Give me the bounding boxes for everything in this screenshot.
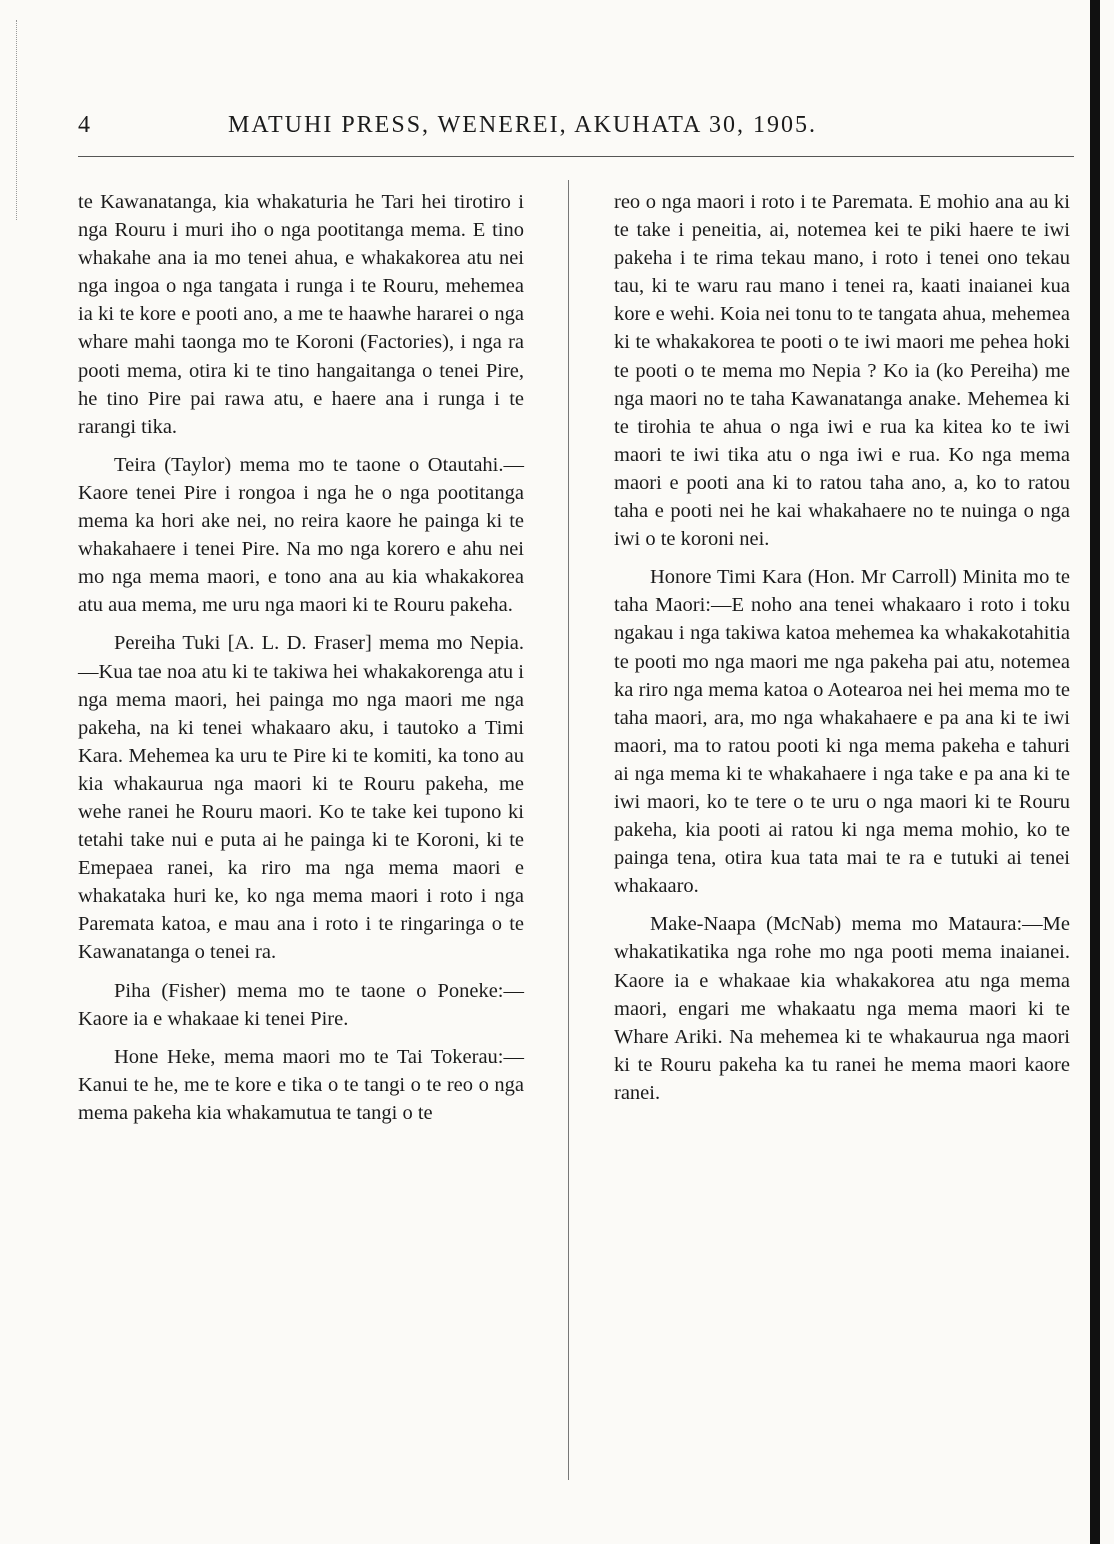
header-rule bbox=[78, 156, 1074, 157]
scan-edge-mark bbox=[16, 20, 19, 220]
paragraph: Pereiha Tuki [A. L. D. Fraser] mema mo Nepia.—Kua tae noa atu ki te takiwa hei whakakorenga atu i nga mema maori, hei painga mo nga maori me nga pakeha, na ki tenei whakaaro aku, i tautoko a Timi Kara. Mehemea ka uru te Pire ki te komiti, ka tono au kia whakaurua nga maori ki te Rouru pakeha, me wehe ranei he Rouru maori. Ko te take kei tupono ki tetahi take nui e puta ai he painga ki te Koroni, ki te Emepaea ranei, ka riro ma nga mema maori e whakataka huri ke, ko nga mema maori i roto i nga Paremata katoa, e mau ana i roto i te ringaringa o te Kawanatanga o tenei ra. bbox=[78, 632, 524, 964]
right-column bbox=[614, 188, 1070, 1117]
page-header bbox=[78, 112, 1028, 148]
paragraph: Piha (Fisher) mema mo te taone o Poneke:—Kaore ia e whakaae ki tenei Pire. bbox=[78, 979, 524, 1030]
scan-right-edge bbox=[1090, 0, 1100, 1544]
paragraph: Teira (Taylor) mema mo te taone o Otautahi.—Kaore tenei Pire i rongoa i nga he o nga pootitanga mema ka hori ake nei, no reira kaore he painga ki te whakahaere i tenei Pire. Na mo nga korero e ahu nei mo nga mema maori, e tono ana au kia whakakorea atu aua mema, me uru nga maori ki te Rouru pakeha. bbox=[78, 453, 524, 617]
column-divider bbox=[568, 180, 569, 1480]
paragraph: Hone Heke, mema maori mo te Tai Tokerau:—Kanui te he, me te kore e tika o te tangi o te reo o nga mema pakeha kia whakamutua te tangi o te bbox=[78, 1045, 524, 1124]
left-column bbox=[78, 188, 524, 1137]
paragraph: reo o nga maori i roto i te Paremata. E mohio ana au ki te take i peneitia, ai, notemea kei te piki haere te iwi pakeha i te rima tekau mano, i roto i tenei ono tekau tau, ki te waru rau mano i tenei ra, kaati inaianei kua kore e wehi. Koia nei tonu to te tangata ahua, mehemea ki te whakakorea te pooti o te iwi maori me pehea hoki te pooti o te mema mo Nepia ? Ko ia (ko Pereiha) me nga maori no te taha Kawanatanga anake. Mehemea ki te tirohia te ahua o nga iwi e rua ka kitea ko te iwi maori te iwi tika atu o nga iwi e rua. Ko nga mema maori e pooti ana ki to ratou taha ano, a, ko to ratou taha e pooti nei he kai whakahaere no te nuinga o nga iwi o te koroni nei. bbox=[614, 191, 1070, 551]
paragraph: te Kawanatanga, kia whakaturia he Tari hei tirotiro i nga Rouru i muri iho o nga pootitanga mema. E tino whakahe ana ia mo tenei ahua, e whakakorea atu nei nga ingoa o nga tangata i runga i te Rouru, mehemea ia ki te kore e pooti ano, a me te haawhe hararei o nga whare mahi taonga mo te Koroni (Factories), i nga ra pooti mema, otira ki te tino hangaitanga o tenei Pire, he tino Pire pai rawa atu, e haere ana i runga i te rarangi tika. bbox=[78, 191, 524, 438]
paragraph: Honore Timi Kara (Hon. Mr Carroll) Minita mo te taha Maori:—E noho ana tenei whakaaro i roto i toku ngakau i nga takiwa katoa mehemea ka whakakotahitia te pooti mo nga maori me nga pakeha pai atu, notemea ka riro nga mema katoa o Aotearoa nei hei mema mo te taha maori, ara, mo nga whakahaere e pa ana ki te iwi maori, ma to ratou pooti ki nga mema pakeha e tahuri ai nga mema ki te whakahaere i nga take e pa ana ki te iwi maori, ko te tere o te uru o nga maori ki te Rouru pakeha, kia pooti ai ratou ki nga mema mohio, ko te painga tena, otira kua tata mai te ra e tutuki ai tenei whakaaro. bbox=[614, 566, 1070, 898]
page-number: 4 bbox=[78, 112, 90, 138]
paragraph: Make-Naapa (McNab) mema mo Mataura:—Me whakatikatika nga rohe mo nga pooti mema inaianei. Kaore ia e whakaae kia whakakorea atu nga mema maori, engari me whakaatu nga mema maori ki te Whare Ariki. Na mehemea ki te whakaurua nga maori ki te Rouru pakeha ka tu ranei he mema maori kaore ranei. bbox=[614, 913, 1070, 1104]
running-title: MATUHI PRESS, WENEREI, AKUHATA 30, 1905. bbox=[228, 112, 817, 138]
